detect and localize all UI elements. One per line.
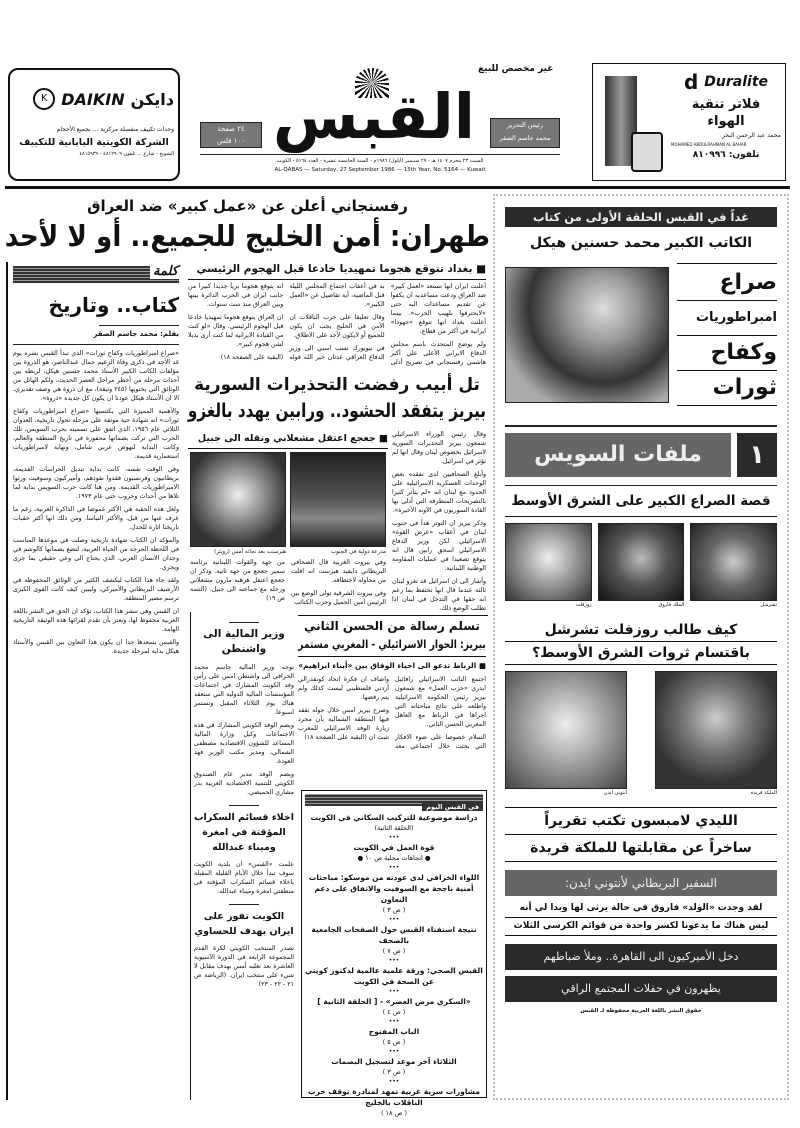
today-item: الباب المفتوح (368, 1027, 420, 1036)
lampson-headline (505, 807, 777, 862)
column-paragraph: ان القبس وهي تنشر هذا الكتاب، تؤكد ان الحق في النشر باللغة العربية محفوظ لها، وتعتز بأن تقدم لقرائها هذه الوثيقة التاريخية الهامة. (13, 608, 179, 633)
lead-subhead-text: بغداد تتوقع هجوما تمهيديا خادعا قبل الهجوم الرئيسي (196, 263, 473, 275)
today-title: في القبس اليوم (422, 803, 483, 811)
price-box (200, 122, 262, 148)
masthead-rule (5, 186, 790, 189)
lead-paragraph: ولم يوضح المتحدث باسم مجلس الدفاع الايراني الأعلى علي أكبر هاشمي رفسنجاني في تصريح أدلى به في أعقاب اجتماع المجلس الليلة قبل الماضية، أية تفاصيل عن «العمل الكبير». (289, 283, 486, 366)
dealer-name: محمد عبد الرحمن البحر (721, 132, 781, 139)
morocco-paragraph: اجتمع النائب الاسرائيلي رافائيل ايدري «حزب العمل» مع شمعون بيريز رئيس الحكومة الاسرائيلية واطلعه على نتائج مباحثاته التي اجراها في الرباط مع العاهل المغربي الحسن الثاني. (395, 676, 486, 728)
camps-headline: اخلاء قسائم السكراب المؤقتة في امغرة وميناء عبدالله (194, 812, 294, 853)
rights-notice: حقوق النشر باللغة العربية محفوظة لـ القبس (580, 1008, 702, 1014)
israel-paragraph: وقال رئيس الوزراء الاسرائيلي شمعون بيريز التحذيرات السورية لاسرائيل بخصوص لبنان وقال انها لم تؤثر في اسرائيل. (392, 431, 486, 465)
today-header (305, 794, 483, 811)
briefs-column (190, 612, 294, 1100)
queen-farida-photo (655, 671, 777, 789)
today-item: نتيجة استفتاء القبس حول الصفحات الجامعية بالصحف (311, 925, 477, 945)
israel-body (392, 430, 486, 615)
column-label: كلمة (150, 264, 181, 279)
photo-block (690, 523, 777, 611)
roosevelt-photo (505, 523, 592, 601)
geagea-headline-text: جعجع اعتقل مشعلاني ونقله الى جبيل (197, 433, 376, 444)
separator: ••• (388, 957, 400, 964)
separator: ••• (388, 864, 400, 871)
israel-paragraph: وأبلغ الصحافيين لدى تفقده بعض الوحدات العسكرية الاسرائيلية على الحدود مع لبنان انه «لم يتأثر كثيرا بالتصريحات المتطرفة التي أدلى بها القادة السوريون في الآونة الأخيرة». (392, 471, 486, 514)
morocco-subhead: ■ الرباط تدعو الى احياء الوفاق بين «أبناء ابراهيم» (298, 661, 486, 670)
today-item-page: ( ص ١٨ ) (380, 1109, 408, 1117)
lead-paragraph: ان العراق يتوقع هجوما تمهيديا خادعا قبل الهجوم الرئيسي. وقال «لو كنت من القيادة الايرانية لما كنت أرى بديلا لشن هجوم كبير». (188, 314, 284, 348)
series-banner (505, 433, 777, 477)
photo-block (505, 523, 592, 611)
today-item-page: ( ص ٧ ) (382, 947, 406, 955)
editor-box (490, 118, 560, 148)
geagea-body (190, 558, 386, 612)
morocco-paragraph: وصرح بيريز امس خلال جولة تفقد فيها المنطقة الشمالية بأن مجرد زيارة الوفد الاسرائيلي للمغرب تثبت ان (البقية على الصفحة ١٨) (298, 707, 389, 741)
heikal-author: الكاتب الكبير محمد حسنين هيكل (529, 235, 753, 251)
israel-kicker: تل أبيب رفضت التحذيرات السورية (194, 375, 480, 395)
morocco-paragraph: السلام خصوصا على ضوء الافكار التي بحثت خلال اجتماعي معه واضاف ان فكرة اتحاد كونفدرالي أردني فلسطيني ليست كذلك ولم يتم رفضها. (298, 676, 486, 750)
morocco-body (298, 675, 486, 767)
date-line-en: AL-QABAS — Saturday, 27 September 1986 — 15th Year, No. 5164 — Kuwait (274, 167, 486, 173)
photo-caption: الملك فاروق (658, 602, 685, 608)
series-subtitle: قصة الصراع الكبير على الشرق الأوسط (505, 486, 777, 517)
today-item: دراسة موضوعية للتركيب السكاني في الكويت (310, 813, 478, 822)
photo-caption: انتوني ايدن (603, 790, 627, 796)
camps-paragraph: علمت «القبس» ان بلدية الكويت سوف تبدأ خلال الأيام القليلة المقبلة باخلاء قسائم السكراب المؤقتة في منطقتي امغرة وميناء عبدالله. (194, 861, 294, 895)
column-label-bar (13, 266, 179, 283)
book-title-line: ثورات (677, 371, 777, 406)
dealer-name-en: MOHAMED ABDULRAHMAN AL BAHAR (671, 142, 747, 147)
today-item-page: ( ص ٣ ) (382, 1068, 406, 1076)
today-item-page: (الحلقة الثانية) (374, 824, 414, 832)
heikal-photo (505, 267, 669, 403)
column-paragraph: والأهمية المميزة التي يكتسبها «صراع امبراطوريات وكفاح ثورات» انه شهادة حية موثقة على مرحلة تحول تاريخية، العدوان الثلاثي عام ١٩٥٦، الذي اتفق على تسميته بحرب السويس، تلك الحرب التي تركت بصماتها محفورة في تاريخ المنطقة والعالم، وكانت البداية لنهوض عربي شامل، ونهاية لامبراطوريات استعمارية قديمة. (13, 408, 179, 460)
farouk-quote (505, 900, 777, 936)
un-armoured-vehicle-photo (290, 452, 386, 547)
column-title: كتاب.. وتاريخ (48, 293, 179, 317)
separator: ••• (388, 988, 400, 995)
lead-body (188, 282, 486, 372)
today-item: مشاورات سرية غربية تمهد لمبادرة توقف حرب الناقلات بالخليج (308, 1087, 480, 1107)
divider (298, 615, 488, 616)
newspaper-logo: القبس (272, 80, 475, 153)
heikal-feature (505, 263, 777, 403)
photo-caption: الملكة فريدة (750, 790, 777, 796)
duralite-d-icon: d (683, 70, 699, 94)
photo-caption: هبرسنت بعد نجاته أمس (رويتر) (214, 549, 286, 555)
headline-line: كيف طالب روزفلت تشرشل (505, 619, 777, 642)
daikin-company: الشركة الكويتية اليابانية للتكييف (19, 137, 169, 148)
column-paragraph: والمؤكد ان الكتاب شهادة تاريخية وصلت في موعدها المناسب في اللحظة الحرجة من الحياة العربية، لتضع بصماتها كالوشم في وجدان الانسان العربي، الذي يحتاج الى وعي حقيقي بما جرى ويجري. (13, 537, 179, 571)
headline-line: ساخراً عن مقابلتها للملكة فريدة (505, 835, 777, 862)
daikin-tagline: وحدات تكييف منفصلة مركزية ... بجميع الأحجام (56, 126, 174, 133)
heikal-promo (493, 194, 789, 1100)
masthead-divider (200, 154, 560, 155)
editor-label: رئيس التحرير (506, 121, 544, 129)
column-box (6, 262, 184, 1100)
royal-photos (505, 671, 777, 801)
book-title (677, 263, 777, 403)
book-title-line: صراع (677, 266, 777, 301)
geagea-headline: ■ جعجع اعتقل مشعلاني ونقله الى جبيل (188, 432, 388, 449)
lead-paragraph: في نيويورك نسب اسبي الى وزير الدفاع العراقي عدنان خير الله قوله انه يتوقع هجوما برياً جديدا كبيرا من جانب ايران في الحرب الدائرة بينها وبين العراق منذ ست سنوات. (188, 283, 385, 361)
photo-caption: مدرعة دولية في الجنوب (331, 549, 386, 555)
daikin-logo-icon: K (33, 88, 55, 110)
today-item-page: ( ص ٥ ) (382, 1038, 406, 1046)
americans-banner: دخل الأميركيون الى القاهرة.. وملأ ضباطهم (505, 944, 777, 970)
duralite-logo (684, 70, 768, 94)
photo-block (505, 671, 627, 801)
photo-caption: تشرشل (760, 602, 777, 608)
lead-continued: (البقية على الصفحة ١٨) (220, 354, 284, 361)
football-paragraph: تصدر المنتخب الكويتي لكرة القدم المجموعة الرابعة في الدورة الآسيوية العاشرة بعد تغلبه أمس بهدف مقابل لا شيء على منتخب ايران. (الرياضة ص ٢١ - ٢٢ - ٢٣) (194, 945, 294, 988)
today-item-page: ● اتجاهات محلية ص ١٠ ● (357, 854, 431, 862)
finance-paragraph: توجه وزير المالية جاسم محمد الخرافي الى واشنطن امس على رأس وفد الكويت المشارك في اجتماعات المؤسسات المالية الدولية التي ستعقد هناك يوم الثلاثاء المقبل وتستمر اسبوعا. (194, 664, 294, 716)
today-item: اللواء الخرافي لدى عودته من موسكو: مباحثات أمنية ناجحة مع السوفيت والاتفاق على دعم التعاون (308, 873, 480, 904)
finance-paragraph: ويضم الوفد الكويتي المشارك في هذه الاجتماعات وكيل وزارة المالية المساعد للشؤون الاقتصادية مصطفى الشمالي، ومدير مكتب الوزير فهد العودة. (194, 722, 294, 765)
israel-paragraph: وأشار الى ان اسرائيل قد تغزو لبنان ثالثة عندما قال انها تحتفظ بما زعم انه حقها في التدخل في لبنان اذا تطلب الوضع ذلك. (392, 578, 486, 612)
headline-line: الليدي لامبسون تكتب تقريراً (505, 808, 777, 835)
finance-paragraph: ويضم الوفد مدير عام الصندوق الكويتي للتنمية الاقتصادية العربية بدر مشاري الحميضي. (194, 771, 294, 796)
lead-kicker: رفسنجاني أعلن عن «عمل كبير» ضد العراق (87, 197, 408, 215)
lead-paragraph: وقال تعليقا على حرب الناقلات ان الأمن في الخليج يجب ان يكون للجميع أو لايكون لأحد على الاطلاق. (289, 314, 385, 339)
episode-number: ١ (737, 433, 777, 477)
daikin-brand: DAIKIN (61, 89, 125, 109)
date-line-ar: السبت ٢٣ محرم ١٤٠٧ هـ - ٢٧ سبتمبر (أيلول) ١٩٨٦م - السنة الخامسة عشرة - العدد ٥١٦٤ - الكويت (276, 158, 484, 164)
israel-paragraph: وذكر بيريز ان التوتر هدأ في جنوب لبنان في أعقاب «عرض القوة» الاسرائيلي لكن وزير الدفاع الاسرائيلي اسحق رابين قال انه يتوقع تصعيدا في عمليات المقاومة الوطنية اللبنانية. (392, 520, 486, 572)
price: ١٠٠ فلس (216, 137, 246, 145)
lead-subhead: ■ بغداد تتوقع هجوما تمهيديا خادعا قبل الهجوم الرئيسي (188, 262, 486, 280)
today-item: الثلاثاء آخر موعد لتسجيل البصمات (331, 1057, 457, 1066)
football-headline: الكويت تفوز على ايران بهدف للحساوي (194, 911, 294, 937)
today-item: قوة العمل في الكويت (353, 843, 435, 852)
column-paragraph: وفي الوقت نفسه، كانت بداية تبديل الحراسات القديمة، بريطانيون وفرنسيون فقدوا نفوذهم، وأميركيون وسوفيت ورثوا الامبراطوريات القديمة. ومن هنا كانت حرب السويس بداية لما تلاها من أحداث وحروب حتى عام ١٩٧٣. (13, 466, 179, 500)
today-item-page: ( ص ٤ ) (382, 1008, 406, 1016)
duralite-brand: Duralite (704, 74, 769, 90)
duralite-product: فلاتر تنقية الهواء (691, 97, 761, 129)
historic-photos (505, 523, 777, 611)
column-author: بقلم: محمد جاسم الصقر (93, 330, 179, 338)
geagea-paragraph: وفي بيروت الشرقية تولى الوضع بين الرئيس أمين الجميل وحزب الكتائب (291, 590, 386, 606)
hirst-photo (190, 452, 286, 547)
separator: ••• (388, 916, 400, 923)
heikal-banner: غداً في القبس الحلقة الأولى من كتاب (505, 207, 777, 227)
daikin-contact: الشويخ - شارع ... تلفون ٤٨١٢٩٠٩ - ٤٨١٥٩٣٩ (79, 151, 174, 157)
column-paragraph: «صراع امبراطوريات وكفاح ثورات» الذي تبدأ القبس نشره يوم غد الأحد في ذكرى وفاة الزعيم جمال عبدالناصر، هو الذروة بين مؤلفات الكاتب الكبير الأستاذ محمد حسنين هيكل، لربطه بين أحداث مرحلة من أخطر مراحل العصر الحديث، ولكم الهائل من الوثائق التي يحتويها (٢٤٥ وثيقة)، مع ان ذروة هي وصف تقديري، الا ان الأستاذ هيكل عودنا ان يكون كل جديده «ذروة». (13, 350, 179, 402)
separator: ••• (388, 1078, 400, 1085)
column-paragraph: والقبس يسعدها جدا ان يكون هذا التعاون بين القبس والأستاذ هيكل بداية لمرحلة جديدة. (13, 639, 179, 655)
dealer-phone: تلفون: ٨١٠٩٩٦ (692, 150, 760, 160)
editor-name: محمد جاسم الصقر (499, 134, 551, 142)
today-item: «السكري مرض العصر» - [ الحلقة الثانية ] (317, 997, 471, 1006)
book-title-line: امبراطوريات (677, 301, 777, 336)
morocco-kicker: تسلم رسالة من الحسن الثاني (304, 619, 480, 633)
column-paragraph: ولقد جاء هذا الكتاب ليكشف الكثير من الوثائق المحفوظة في الأرشيف البريطاني والأميركي، وليبين كيف كانت القوى الكبرى ترسم مصير المنطقة. (13, 577, 179, 602)
israel-headline: بيريز يتفقد الحشود.. ورابين يهدد بالغزو (187, 400, 487, 422)
column-paragraph: ولعل هذه الحقبة هي الأكثر غموضا في الذاكرة العربية، رغم ما عرف عنها من قبل، والأكثر التباسا. ومن ذلك انها أكثر حقبات تاريخنا اثارة للجدل. (13, 506, 179, 531)
headline-line: باقتسام ثروات الشرق الأوسط؟ (505, 642, 777, 665)
morocco-headline: بيريز: الحوار الاسرائيلي - المغربي مستمر (298, 637, 486, 657)
today-item: القبس الصحي: ورقة علمية عالمية لدكتور كويتي عن الصحة في الكويت (305, 966, 483, 986)
daikin-ad (8, 68, 180, 181)
series-title: ملفات السويس (505, 433, 731, 477)
ambassador-banner: السفير البريطاني لأنتوني ايدن: (505, 870, 777, 896)
separator: ••• (388, 834, 400, 841)
today-list (305, 812, 483, 1118)
daikin-header (14, 74, 174, 124)
photo-block (655, 671, 777, 801)
lead-paragraph: أعلنت ايران انها تستعد «لعمل كبير» ضد العراق ودعت مساعديه ان يكفوا عن تقديم مساعدات اليه حتى «لايحترقوا بلهيب الحرب». بينما أعلنت بغداد انها تتوقع «جهودا» ايرانية في أكثر من قطاع. (390, 283, 486, 335)
geagea-paragraph: وفي بيروت الغربية قال الصحافي البريطاني دايفيد هيرست انه افلت من محاولة لاختطافه. (291, 559, 386, 584)
farouk-photo (598, 523, 685, 601)
page-count: ٢٤ صفحة (217, 125, 245, 133)
finance-headline: وزير المالية الى واشنطن (203, 628, 285, 655)
today-item-page: ( ص ٣ ) (382, 906, 406, 914)
separator: ••• (388, 1018, 400, 1025)
today-box (301, 790, 487, 1117)
americans-banner-2: يظهرون في حفلات المجتمع الراقي (505, 976, 777, 1002)
duralite-text (671, 70, 781, 178)
lead-headline: طهران: أمن الخليج للجميع.. أو لا لأحد (4, 219, 490, 253)
book-title-line: وكفاح (677, 336, 777, 371)
photo-block (598, 523, 685, 611)
not-for-sale: غير مخصص للبيع (478, 64, 554, 74)
daikin-brand-ar: دايكن (130, 89, 174, 109)
morocco-subhead-text: الرباط تدعو الى احياء الوفاق بين «أبناء ابراهيم» (298, 661, 477, 670)
roosevelt-headline (505, 619, 777, 665)
eden-photo (505, 671, 627, 789)
can-image (631, 132, 663, 172)
separator: ••• (388, 1048, 400, 1055)
duralite-ad (592, 63, 786, 181)
churchill-photo (690, 523, 777, 601)
photo-caption: روزفلت (575, 602, 592, 608)
geagea-paragraph: من جهة والقوات اللبنانية برئاسة سمير جعجع من جهة ثانية. وذكر ان جعجع اعتقل هرهبه مارون مشعلاني ورحله مع جماعته الى جبيل. (التتمة ص ١٩) (190, 559, 285, 602)
headline-line: ليس هناك ما يدعونا لكسر واحدة من قوائم الكرسي الثلاث (505, 918, 777, 936)
headline-line: لقد وجدت «الولد» فاروق في حالة يرثى لها وبدا لي أنه (505, 900, 777, 918)
